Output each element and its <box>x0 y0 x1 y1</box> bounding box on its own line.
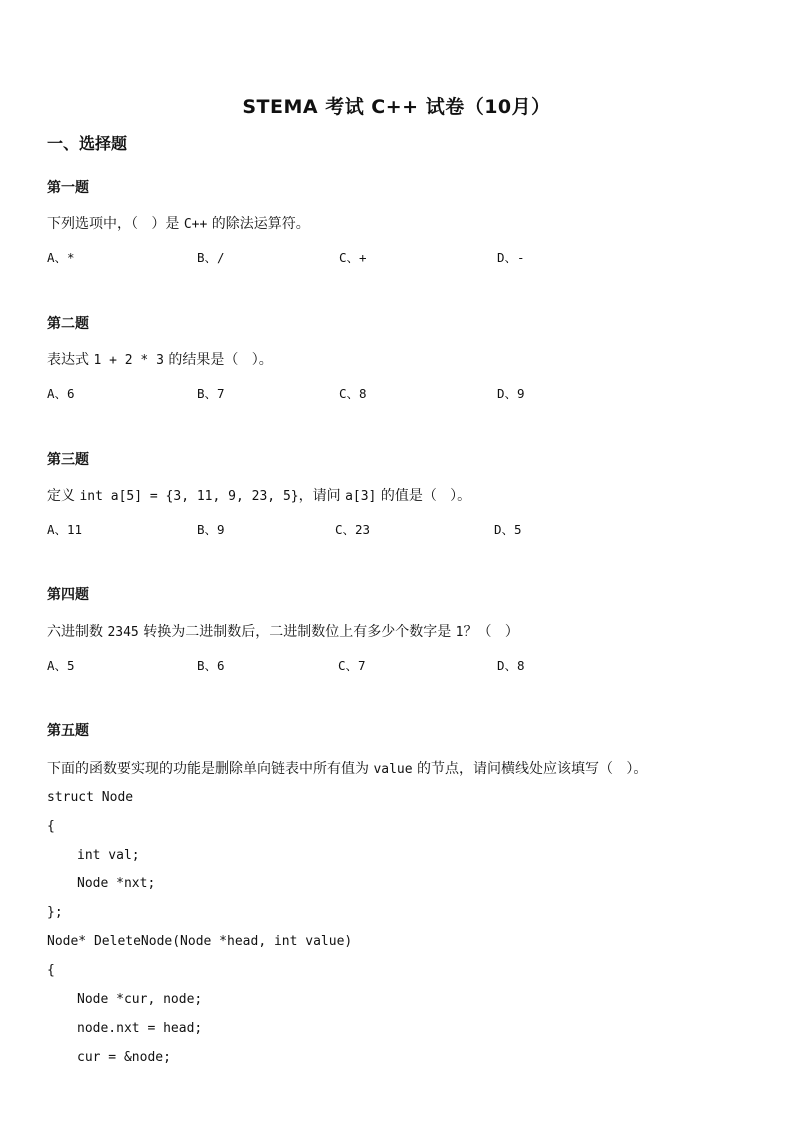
code-line: cur = &node; <box>77 1050 171 1065</box>
question-1-option-d: D、- <box>497 250 525 265</box>
question-4-heading: 第四题 <box>47 587 89 603</box>
question-4-option-b: B、6 <box>197 658 225 673</box>
code-line: }; <box>47 905 63 920</box>
question-2-option-b: B、7 <box>197 386 225 401</box>
question-1-heading: 第一题 <box>47 180 89 196</box>
question-3-option-b: B、9 <box>197 522 225 537</box>
question-5-heading: 第五题 <box>47 723 89 739</box>
code-line: { <box>47 819 55 834</box>
code-line: Node *nxt; <box>77 876 156 891</box>
question-3-option-d: D、5 <box>494 522 522 537</box>
code-line: node.nxt = head; <box>77 1021 203 1036</box>
code-line: int val; <box>77 848 140 863</box>
question-1-option-c: C、+ <box>339 250 367 265</box>
code-line: Node* DeleteNode(Node *head, int value) <box>47 934 353 949</box>
question-2-option-c: C、8 <box>339 386 367 401</box>
question-2-option-a: A、6 <box>47 386 75 401</box>
page-title: STEMA 考试 C++ 试卷（10月） <box>242 96 551 118</box>
question-3-option-a: A、11 <box>47 522 83 537</box>
code-line: Node *cur, node; <box>77 992 203 1007</box>
question-3-option-c: C、23 <box>335 522 371 537</box>
section-heading: 一、选择题 <box>47 134 128 153</box>
question-5-text: 下面的函数要实现的功能是删除单向链表中所有值为 value 的节点，请问横线处应该填写（ ）。 <box>47 761 648 777</box>
question-3-text: 定义 int a[5] = {3, 11, 9, 23, 5}，请问 a[3] 的值是（ ）。 <box>47 488 472 504</box>
question-2-option-d: D、9 <box>497 386 525 401</box>
code-line: struct Node <box>47 790 134 805</box>
question-4-text: 六进制数 2345 转换为二进制数后，二进制数位上有多少个数字是 1？（ ） <box>47 624 519 640</box>
question-4-option-c: C、7 <box>338 658 366 673</box>
question-2-heading: 第二题 <box>47 316 89 332</box>
question-3-heading: 第三题 <box>47 452 89 468</box>
question-1-option-b: B、/ <box>197 250 225 265</box>
question-1-text: 下列选项中，（ ）是 C++ 的除法运算符。 <box>47 216 310 232</box>
code-line: { <box>47 963 55 978</box>
question-4-option-d: D、8 <box>497 658 525 673</box>
question-4-option-a: A、5 <box>47 658 75 673</box>
question-2-text: 表达式 1 + 2 * 3 的结果是（ ）。 <box>47 352 273 368</box>
question-1-option-a: A、* <box>47 250 75 265</box>
